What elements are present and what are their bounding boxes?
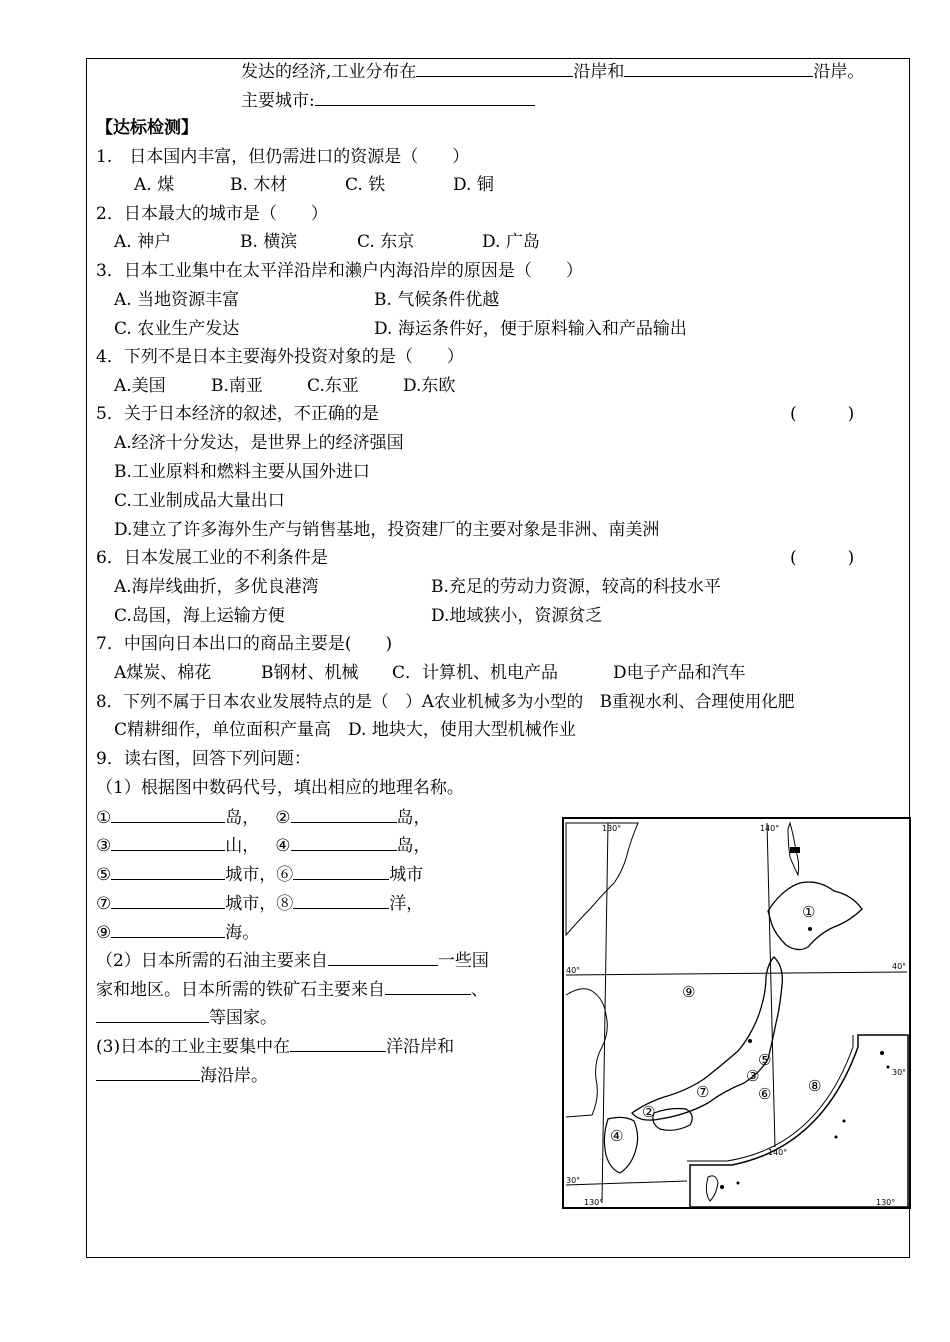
island-dot xyxy=(835,1136,838,1139)
label-130-top: 130° xyxy=(602,824,622,833)
japan-map xyxy=(562,817,911,1209)
q9-fill-row-2: ③ 山， ④ 岛， xyxy=(96,836,431,856)
marker-2: ② xyxy=(642,1103,656,1121)
label-40-right: 40° xyxy=(892,962,907,971)
q2-option-d[interactable]: D. 广岛 xyxy=(482,232,540,252)
marker-5: ⑤ xyxy=(758,1051,772,1069)
q3-option-d[interactable]: D. 海运条件好，便于原料输入和产品输出 xyxy=(374,319,687,339)
q5-option-c[interactable]: C.工业制成品大量出口 xyxy=(114,491,285,511)
q8-line-2: C精耕细作，单位面积产量高 D. 地块大，使用大型机械作业 xyxy=(114,720,576,740)
island-dot xyxy=(880,1051,884,1055)
q5-option-b[interactable]: B.工业原料和燃料主要从国外进口 xyxy=(114,462,370,482)
q9-fill-row-5: ⑨ 海。 xyxy=(96,923,260,943)
header-line-2: 主要城市: xyxy=(241,89,535,112)
blank-3[interactable] xyxy=(111,834,225,851)
q9-fill-row-4: ⑦ 城市，⑧ 洋， xyxy=(96,894,424,914)
q6-option-c[interactable]: C.岛国，海上运输方便 xyxy=(114,606,285,626)
label-30-right: 30° xyxy=(892,1068,907,1077)
q6-answer-paren[interactable]: ( ) xyxy=(790,548,855,568)
blank-8[interactable] xyxy=(293,892,389,909)
blank-9[interactable] xyxy=(111,921,225,938)
q4-option-c[interactable]: C.东亚 xyxy=(307,376,359,396)
blank-iron-source-1[interactable] xyxy=(385,978,471,995)
q9-part1-title: （1）根据图中数码代号，填出相应的地理名称。 xyxy=(96,778,464,798)
island-dot xyxy=(737,1182,740,1185)
blank-coast-1[interactable] xyxy=(416,60,573,77)
q1-option-d[interactable]: D. 铜 xyxy=(453,175,494,195)
label-130-inset: 130° xyxy=(876,1198,896,1207)
label-40-left: 40° xyxy=(566,966,581,975)
blank-ocean-coast[interactable] xyxy=(290,1035,386,1052)
blank-6[interactable] xyxy=(293,863,389,880)
q7-option-a[interactable]: A煤炭、棉花 xyxy=(114,663,212,683)
island-dot xyxy=(720,1185,724,1189)
q7-stem: 7．中国向日本出口的商品主要是( ) xyxy=(96,634,393,654)
q1-stem: 1. 日本国内丰富，但仍需进口的资源是（ ） xyxy=(96,147,470,167)
blank-coast-2[interactable] xyxy=(624,60,813,77)
q1-option-c[interactable]: C. 铁 xyxy=(345,175,386,195)
q4-stem: 4．下列不是日本主要海外投资对象的是（ ） xyxy=(96,347,464,367)
q4-option-b[interactable]: B.南亚 xyxy=(211,376,263,396)
q7-option-d[interactable]: D电子产品和汽车 xyxy=(613,663,746,683)
label-30-left: 30° xyxy=(566,1176,581,1185)
q2-option-c[interactable]: C. 东京 xyxy=(357,232,415,252)
q3-option-a[interactable]: A. 当地资源丰富 xyxy=(114,290,240,310)
q8-line-1: 8．下列不属于日本农业发展特点的是（ ）A农业机械多为小型的 B重视水利、合理使用化肥 xyxy=(96,692,795,711)
header-line-1: 发达的经济,工业分布在 沿岸和 沿岸。 xyxy=(241,62,865,82)
blank-2[interactable] xyxy=(291,806,397,823)
q3-stem: 3．日本工业集中在太平洋沿岸和濑户内海沿岸的原因是（ ） xyxy=(96,261,583,281)
q5-stem: 5．关于日本经济的叙述，不正确的是 xyxy=(96,404,379,424)
q9-part3-line-1: (3)日本的工业主要集中在 洋沿岸和 xyxy=(96,1037,455,1057)
marker-4: ④ xyxy=(610,1127,624,1145)
blank-sea-coast[interactable] xyxy=(96,1064,200,1081)
marker-9: ⑨ xyxy=(682,983,696,1001)
blank-oil-source[interactable] xyxy=(328,949,438,966)
section-title: 【达标检测】 xyxy=(96,118,198,138)
blank-cities[interactable] xyxy=(315,89,535,106)
q3-option-c[interactable]: C. 农业生产发达 xyxy=(114,319,240,339)
q9-stem: 9．读右图，回答下列问题： xyxy=(96,749,311,769)
q9-fill-row-1: ① 岛， ② 岛， xyxy=(96,808,431,828)
marker-8: ⑧ xyxy=(808,1077,822,1095)
q3-option-b[interactable]: B. 气候条件优越 xyxy=(374,290,500,310)
label-130-bottom: 130° xyxy=(584,1198,604,1207)
q5-option-d[interactable]: D.建立了许多海外生产与销售基地，投资建厂的主要对象是非洲、南美洲 xyxy=(114,520,660,540)
q1-option-b[interactable]: B. 木材 xyxy=(230,175,288,195)
blank-iron-source-2[interactable] xyxy=(96,1006,209,1023)
blank-4[interactable] xyxy=(291,834,397,851)
q9-part3-line-2: 海沿岸。 xyxy=(96,1064,268,1087)
blank-7[interactable] xyxy=(111,892,225,909)
q1-option-a[interactable]: A. 煤 xyxy=(134,175,175,195)
label-140-bottom: 140° xyxy=(768,1148,788,1157)
island-dot xyxy=(748,1039,752,1043)
marker-6: ⑥ xyxy=(758,1085,772,1103)
q9-part2-line-3: 等国家。 xyxy=(96,1006,277,1029)
q6-option-a[interactable]: A.海岸线曲折，多优良港湾 xyxy=(114,577,319,597)
q9-part2-line-1: （2）日本所需的石油主要来自 一些国 xyxy=(96,951,489,971)
q6-option-b[interactable]: B.充足的劳动力资源，较高的科技水平 xyxy=(431,577,721,597)
q5-answer-paren[interactable]: ( ) xyxy=(790,404,855,424)
blank-5[interactable] xyxy=(111,863,225,880)
marker-1: ① xyxy=(802,903,816,921)
q5-option-a[interactable]: A.经济十分发达，是世界上的经济强国 xyxy=(114,433,404,453)
label-140-top: 140° xyxy=(760,824,780,833)
q2-stem: 2．日本最大的城市是（ ） xyxy=(96,204,328,224)
q7-option-b[interactable]: B钢材、机械 xyxy=(261,663,359,683)
island-dot xyxy=(843,1120,846,1123)
q7-option-c[interactable]: C．计算机、机电产品 xyxy=(392,663,559,683)
q4-option-a[interactable]: A.美国 xyxy=(114,376,166,396)
island-dot xyxy=(887,1066,890,1069)
q6-option-d[interactable]: D.地域狭小，资源贫乏 xyxy=(431,606,603,626)
q6-stem: 6．日本发展工业的不利条件是 xyxy=(96,548,328,568)
blank-1[interactable] xyxy=(111,806,225,823)
q2-option-b[interactable]: B. 横滨 xyxy=(240,232,298,252)
marker-7: ⑦ xyxy=(696,1083,710,1101)
marker-3: ③ xyxy=(746,1067,760,1085)
island-dot xyxy=(808,927,812,931)
q2-option-a[interactable]: A. 神户 xyxy=(114,232,172,252)
q4-option-d[interactable]: D.东欧 xyxy=(403,376,456,396)
q9-fill-row-3: ⑤ 城市，⑥ 城市 xyxy=(96,865,424,885)
island-dot xyxy=(790,847,800,853)
q9-part2-line-2: 家和地区。日本所需的铁矿石主要来自 、 xyxy=(96,980,488,1000)
